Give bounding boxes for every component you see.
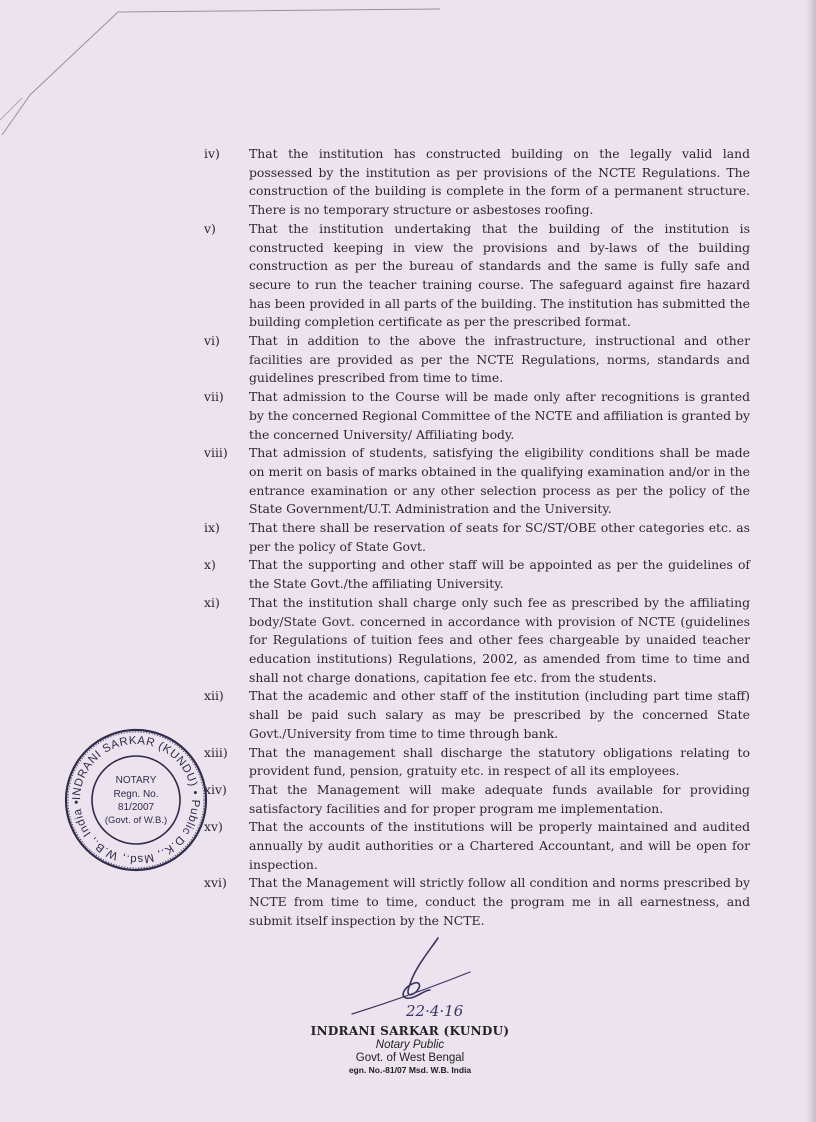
clause-viii bbox=[204, 444, 750, 519]
seal-line-regn: Regn. No. bbox=[113, 789, 159, 800]
notary-registration: egn. No.-81/07 Msd. W.B. India bbox=[348, 1065, 472, 1075]
clause-number: viii) bbox=[204, 445, 228, 461]
clause-number: xi) bbox=[204, 594, 220, 610]
clause-number: xiv) bbox=[204, 781, 227, 797]
seal-line-notary: NOTARY bbox=[115, 775, 157, 786]
clause-x bbox=[204, 556, 750, 593]
clause-text: That admission to the Course will be made only after recognitions is granted by the concerned Regional Committee of the NCTE and affiliation is granted by the concerned University/ Affiliating body. bbox=[249, 389, 750, 442]
clause-vii bbox=[204, 388, 750, 444]
clause-text: That the Management will make adequate funds available for providing satisfactory facilities and for proper program me implementation. bbox=[249, 781, 750, 816]
clause-number: ix) bbox=[204, 520, 220, 536]
clause-vi bbox=[204, 332, 750, 388]
clause-number: vii) bbox=[204, 389, 224, 405]
clause-xiii bbox=[204, 744, 750, 781]
clause-number: v) bbox=[204, 220, 216, 236]
clause-iv bbox=[204, 145, 750, 220]
notary-government: Govt. of West Bengal bbox=[355, 1052, 465, 1064]
clause-ix bbox=[204, 519, 750, 556]
undertaking-clauses-list bbox=[204, 145, 750, 931]
clause-text: That admission of students, satisfying the eligibility conditions shall be made on merit on basis of marks obtained in the qualifying examination and/or in the entrance examination or any other selection process as per the policy of the State Government/U.T. Administration and the University. bbox=[249, 445, 750, 517]
clause-text: That the Management will strictly follow all condition and norms prescribed by NCTE from time to time, conduct the program me in all earnestness, and submit itself inspection by the NCTE. bbox=[249, 875, 750, 928]
clause-text: That the institution has constructed building on the legally valid land possessed by the institution as per provisions of the NCTE Regulations. The construction of the building is complete in the form of a permanent structure. There is no temporary structure or asbestoses roofing. bbox=[249, 146, 750, 218]
clause-text: That the institution shall charge only such fee as prescribed by the affiliating body/State Govt. concerned in accordance with provision of NCTE (guidelines for Regulations of tuition fees and other fees chargeable by unaided teacher education institutions) Regulations, 2002, as amended from time to time and shall not charge donations, capitation fee etc. from the students. bbox=[249, 594, 750, 685]
seal-ring-textpath: INDRANI SARKAR (KUNDU) • Public D.K., Msd., W.B., India • bbox=[70, 734, 202, 866]
page-edge-shadow bbox=[806, 0, 816, 1122]
clause-text: That the academic and other staff of the institution (including part time staff) shall be paid such salary as may be prescribed by the concerned State Govt./University from time to time through bank. bbox=[249, 688, 750, 741]
clause-number: iv) bbox=[204, 146, 220, 161]
clause-number: xv) bbox=[204, 819, 223, 835]
notary-name: INDRANI SARKAR (KUNDU) bbox=[310, 1024, 510, 1038]
clause-text: That in addition to the above the infrastructure, instructional and other facilities are provided as per the NCTE Regulations, norms, standards and guidelines prescribed from time to time. bbox=[249, 333, 750, 386]
clause-number: xiii) bbox=[204, 744, 228, 760]
clause-v bbox=[204, 220, 750, 332]
clause-xiv bbox=[204, 781, 750, 818]
clause-text: That the supporting and other staff will be appointed as per the guidelines of the State Govt./the affiliating University. bbox=[249, 557, 750, 592]
clause-xi bbox=[204, 594, 750, 688]
clause-number: xii) bbox=[204, 688, 224, 704]
seal-line-govt: (Govt. of W.B.) bbox=[104, 815, 168, 826]
clause-xv bbox=[204, 818, 750, 874]
notary-details bbox=[300, 1024, 520, 1075]
notary-title: Notary Public bbox=[375, 1039, 445, 1051]
notary-seal-stamp bbox=[63, 727, 209, 873]
notary-signature bbox=[330, 932, 490, 1024]
clause-text: That there shall be reservation of seats for SC/ST/OBE other categories etc. as per the policy of State Govt. bbox=[249, 520, 750, 554]
clause-text: That the accounts of the institutions will be properly maintained and audited annually by audit authorities or a Chartered Accountant, and will be open for inspection. bbox=[249, 819, 750, 872]
clause-xvi bbox=[204, 874, 750, 930]
clause-number: x) bbox=[204, 557, 216, 573]
clause-number: vi) bbox=[204, 333, 220, 349]
signature-date: 22·4·16 bbox=[406, 1002, 464, 1020]
clause-number: xvi) bbox=[204, 875, 227, 891]
seal-line-number: 81/2007 bbox=[117, 802, 155, 813]
clause-text: That the management shall discharge the statutory obligations relating to provident fund, pension, gratuity etc. in respect of all its employees. bbox=[249, 744, 750, 779]
clause-text: That the institution undertaking that the building of the institution is constructed keeping in view the provisions and by-laws of the building construction as per the bureau of standards and the same is fully safe and secure to run the teacher training course. The safeguard against fire hazard has been provided in all parts of the building. The institution has submitted the building completion certificate as per the prescribed format. bbox=[249, 220, 750, 330]
clause-xii bbox=[204, 687, 750, 743]
